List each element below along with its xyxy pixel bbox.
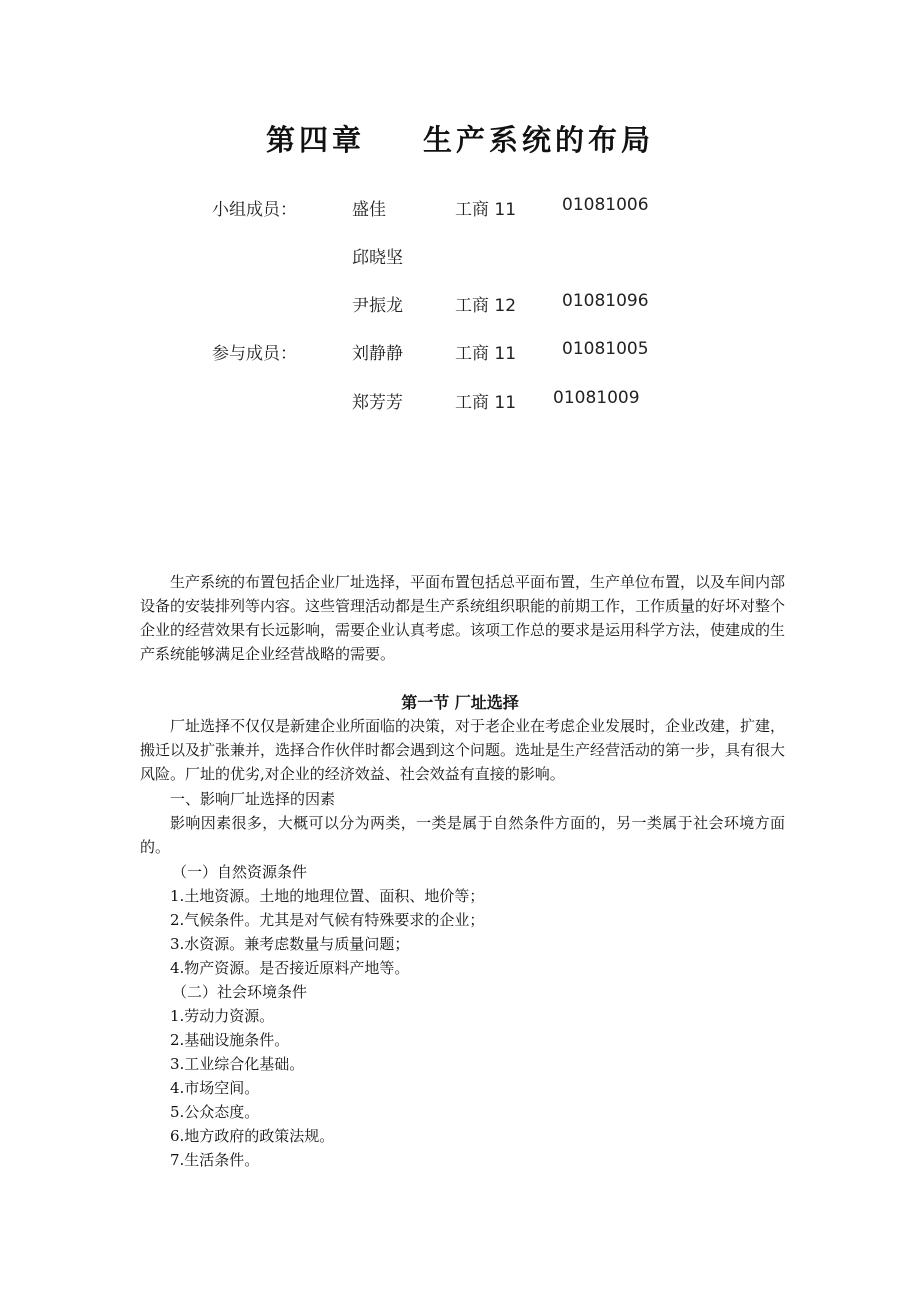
- section-paragraph: 厂址选择不仅仅是新建企业所面临的决策，对于老企业在考虑企业发展时，企业改建，扩建，搬迁以及扩张兼并，选择合作伙伴时都会遇到这个问题。选址是生产经营活动的第一步，具有很大风险。厂址的优劣,对企业的经济效益、社会效益有直接的影响。: [140, 717, 786, 783]
- member-name: 尹振龙: [352, 296, 403, 316]
- chapter-name: 生产系统的布局: [423, 123, 655, 157]
- member-name: 盛佳: [352, 200, 386, 220]
- list-item: 1.劳动力资源。: [170, 1007, 275, 1025]
- member-id: 01081005: [562, 339, 649, 359]
- natural-heading: （一）自然资源条件: [172, 863, 308, 881]
- member-row: [0, 195, 920, 221]
- list-item: 3.工业综合化基础。: [170, 1055, 305, 1073]
- section-title: 第一节 厂址选择: [401, 693, 519, 712]
- member-class: 工商 11: [455, 200, 517, 220]
- member-id: 01081009: [553, 388, 640, 408]
- member-id: 01081096: [562, 291, 649, 311]
- heading-factors: 一、影响厂址选择的因素: [170, 790, 336, 808]
- member-name: 邱晓坚: [352, 248, 403, 268]
- list-item: 2.基础设施条件。: [170, 1031, 290, 1049]
- intro-paragraph: 生产系统的布置包括企业厂址选择，平面布置包括总平面布置，生产单位布置，以及车间内部设备的安装排列等内容。这些管理活动都是生产系统组织职能的前期工作，工作质量的好坏对整个企业的经营效果有长远影响，需要企业认真考虑。该项工作总的要求是运用科学方法，使建成的生产系统能够满足企业经营战略的需要。: [140, 573, 786, 663]
- member-class: 工商 11: [455, 393, 517, 413]
- list-item: 4.物产资源。是否接近原料产地等。: [170, 959, 410, 977]
- member-row: [0, 243, 920, 269]
- list-item: 7.生活条件。: [170, 1151, 260, 1169]
- member-class: 工商 12: [455, 296, 517, 316]
- member-label: 小组成员：: [212, 200, 297, 220]
- factors-paragraph: 影响因素很多，大概可以分为两类，一类是属于自然条件方面的，另一类属于社会环境方面的。: [140, 814, 785, 856]
- member-row: [0, 339, 920, 365]
- social-heading: （二）社会环境条件: [172, 983, 308, 1001]
- chapter-title: [0, 118, 920, 159]
- list-item: 1.土地资源。土地的地理位置、面积、地价等；: [170, 887, 485, 905]
- list-item: 5.公众态度。: [170, 1103, 260, 1121]
- chapter-number: 第四章: [265, 123, 365, 157]
- list-item: 4.市场空间。: [170, 1079, 260, 1097]
- member-row: [0, 291, 920, 317]
- member-class: 工商 11: [455, 344, 517, 364]
- list-item: 6.地方政府的政策法规。: [170, 1127, 335, 1145]
- member-name: 刘静静: [352, 344, 403, 364]
- member-id: 01081006: [562, 195, 649, 215]
- member-row: [0, 388, 920, 414]
- member-name: 郑芳芳: [352, 393, 403, 413]
- list-item: 3.水资源。兼考虑数量与质量问题；: [170, 935, 410, 953]
- list-item: 2.气候条件。尤其是对气候有特殊要求的企业；: [170, 911, 485, 929]
- member-label: 参与成员：: [212, 344, 297, 364]
